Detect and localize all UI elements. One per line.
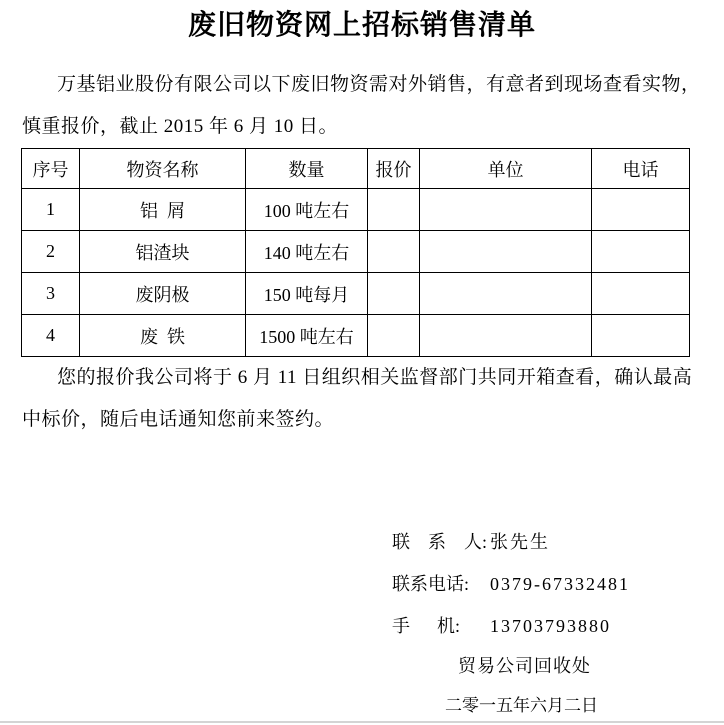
notice-paragraph [22, 357, 706, 441]
table-header-row [22, 149, 690, 189]
intro-line-1: 万基铝业股份有限公司以下废旧物资需对外销售，有意者到现场查看实物， [57, 74, 701, 95]
cell-unit [420, 273, 592, 315]
cell-quantity: 140 吨左右 [246, 231, 368, 273]
cell-quote [368, 189, 420, 231]
cell-unit [420, 231, 592, 273]
cell-material-name: 废阴极 [80, 273, 246, 315]
cell-quote [368, 315, 420, 357]
cell-material-name: 铝渣块 [80, 231, 246, 273]
cell-quantity: 150 吨每月 [246, 273, 368, 315]
contact-person-row [392, 521, 724, 563]
contact-mobile-value: 13703793880 [490, 616, 611, 636]
intro-paragraph [22, 64, 706, 148]
contact-phone-value: 0379-67332481 [490, 574, 630, 594]
cell-index: 4 [22, 315, 80, 357]
contact-phone-row [392, 563, 724, 605]
column-header-quote: 报价 [368, 149, 420, 189]
cell-material-name: 铝 屑 [80, 189, 246, 231]
cell-quote [368, 231, 420, 273]
signature-org: 贸易公司回收处 [458, 656, 591, 676]
materials-table [21, 148, 690, 357]
cell-quantity: 100 吨左右 [246, 189, 368, 231]
contact-mobile-label: 手 机: [392, 616, 461, 636]
page-title: 废旧物资网上招标销售清单 [187, 9, 536, 40]
column-header-quantity: 数量 [246, 149, 368, 189]
table-row [22, 273, 690, 315]
notice-line-1: 您的报价我公司将于 6 月 11 日组织相关监督部门共同开箱查看，确认最高 [57, 367, 693, 388]
cell-unit [420, 315, 592, 357]
table-row [22, 315, 690, 357]
cell-index: 1 [22, 189, 80, 231]
column-header-unit: 单位 [420, 149, 592, 189]
column-header-material-name: 物资名称 [80, 149, 246, 189]
contact-person-label: 联 系 人: [392, 532, 488, 552]
cell-quantity: 1500 吨左右 [246, 315, 368, 357]
contact-mobile-row [392, 605, 724, 647]
contact-person-value: 张先生 [490, 532, 550, 552]
table-row [22, 231, 690, 273]
intro-line-2: 慎重报价，截止 2015 年 6 月 10 日。 [22, 116, 339, 137]
cell-phone [592, 189, 690, 231]
cell-phone [592, 231, 690, 273]
column-header-phone: 电话 [592, 149, 690, 189]
contact-phone-label: 联系电话: [392, 574, 470, 594]
cell-phone [592, 315, 690, 357]
cell-index: 2 [22, 231, 80, 273]
cell-index: 3 [22, 273, 80, 315]
table-row [22, 189, 690, 231]
signature-date: 二零一五年六月二日 [445, 696, 598, 715]
notice-line-2: 中标价，随后电话通知您前来签约。 [22, 409, 335, 430]
cell-phone [592, 273, 690, 315]
contact-block [392, 521, 724, 647]
column-header-index: 序号 [22, 149, 80, 189]
cell-unit [420, 189, 592, 231]
cell-quote [368, 273, 420, 315]
cell-material-name: 废 铁 [80, 315, 246, 357]
